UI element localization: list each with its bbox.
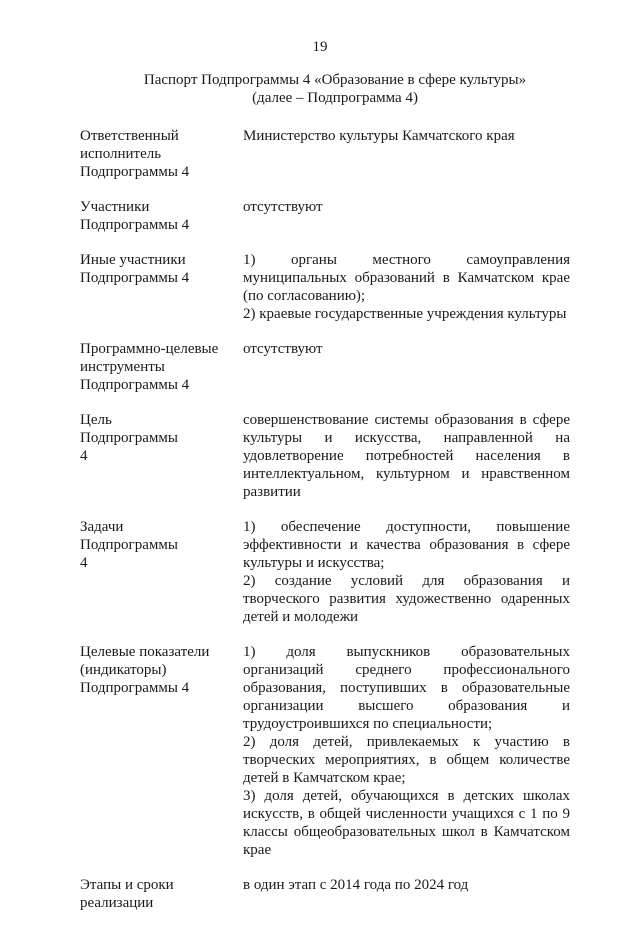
row-label: Иные участники Подпрограммы 4 [80,252,190,286]
row-value-text: 2) создание условий для образования и творческого развития художественно одаренных детей и молодежи [243,573,570,625]
row-value [243,340,570,394]
row-tasks [80,518,570,626]
row-value [243,127,570,181]
row-value-text: 1) обеспечение доступности, повышение эффективности и качества образования в сфере культуры и искусства; [243,519,570,571]
row-value-text: 2) доля детей, привлекаемых к участию в творческих мероприятиях, в общем количестве детей в Камчатском крае; [243,734,570,786]
row-value-text: 2) краевые государственные учреждения культуры [243,306,567,322]
row-value-text: Министерство культуры Камчатского края [243,128,515,144]
row-value [243,251,570,323]
row-label: Задачи Подпрограммы 4 [80,519,178,571]
title-line-2: (далее – Подпрограмма 4) [252,90,418,106]
row-goal [80,411,570,501]
row-value-text: 1) органы местного самоуправления муниципальных образований в Камчатском крае (по согласованию); [243,252,570,304]
row-value [243,411,570,501]
row-value [243,643,570,859]
row-participants [80,198,570,234]
row-label: Цель Подпрограммы 4 [80,412,178,464]
row-label: Участники Подпрограммы 4 [80,199,190,233]
page-number: 19 [312,39,328,55]
row-other-participants [80,251,570,323]
row-value [243,876,570,912]
row-stages-and-terms [80,876,570,912]
row-value [243,518,570,626]
row-value-text: отсутствуют [243,199,323,215]
passport-table [80,127,570,929]
row-value-text: совершенствование системы образования в сфере культуры и искусства, направленной на удовлетворение потребностей населения в интеллектуальном, культурном и нравственном развитии [243,412,570,500]
row-target-indicators [80,643,570,859]
row-label: Целевые показатели (индикаторы) Подпрограммы 4 [80,644,210,696]
row-value [243,198,570,234]
row-value-text: отсутствуют [243,341,323,357]
row-value-text: 1) доля выпускников образовательных организаций среднего профессионального образования, поступивших в образовательные организации высшего образования и трудоустроившихся по специальности; [243,644,570,732]
row-label: Ответственный исполнитель Подпрограммы 4 [80,128,190,180]
row-label: Программно-целевые инструменты Подпрограммы 4 [80,341,219,393]
row-value-text: 3) доля детей, обучающихся в детских школах искусств, в общей численности учащихся с 1 по 9 классы общеобразовательных школ в Камчатском крае [243,788,570,858]
row-label: Этапы и сроки реализации [80,877,174,911]
row-value-text: в один этап с 2014 года по 2024 год [243,877,469,893]
title-line-1: Паспорт Подпрограммы 4 «Образование в сфере культуры» [143,72,527,88]
row-program-tools [80,340,570,394]
row-responsible-executor [80,127,570,181]
document-title [100,71,570,107]
